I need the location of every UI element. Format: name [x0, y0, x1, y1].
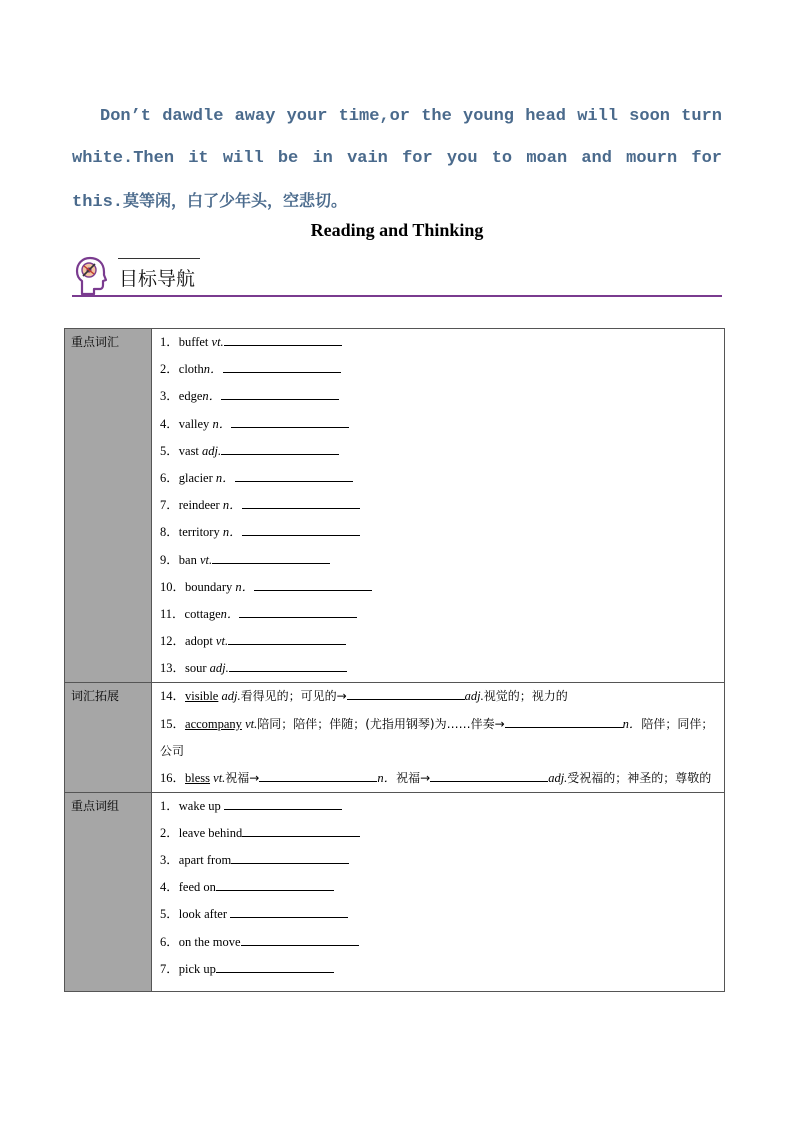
answer-blank[interactable]	[254, 579, 372, 591]
table-row	[65, 329, 725, 683]
item-word: valley	[178, 416, 210, 431]
table-row	[65, 792, 725, 991]
item-number: 7．	[160, 961, 179, 976]
item-number: 5．	[160, 443, 179, 458]
list-item	[160, 874, 716, 901]
header-top-rule	[118, 258, 200, 259]
item-number: 8．	[160, 525, 179, 540]
list-item	[160, 519, 716, 546]
item-meaning: 视觉的；视力的	[483, 689, 568, 704]
item-phrase: feed on	[178, 880, 216, 895]
item-pos: n．	[202, 389, 222, 404]
answer-blank[interactable]	[230, 906, 348, 918]
list-item	[160, 793, 716, 820]
item-meaning: 看得见的；可见的→	[240, 689, 347, 704]
list-item	[160, 765, 716, 792]
item-word: bless	[185, 770, 211, 785]
list-item	[160, 683, 716, 710]
item-number: 1．	[160, 798, 179, 813]
category-word-expansion: 词汇拓展	[65, 683, 152, 792]
item-pos: n．	[235, 579, 255, 594]
answer-blank[interactable]	[221, 443, 339, 455]
item-word: boundary	[185, 579, 233, 594]
answer-blank[interactable]	[221, 388, 339, 400]
item-meaning: 祝福→	[396, 770, 431, 785]
answer-blank[interactable]	[505, 716, 623, 728]
list-item	[160, 628, 716, 655]
item-pos: n．	[222, 525, 242, 540]
list-item	[160, 655, 716, 682]
item-phrase: apart from	[178, 853, 232, 867]
quote-chinese: 莫等闲，白了少年头，空悲切。	[123, 191, 348, 210]
answer-blank[interactable]	[239, 606, 357, 618]
table-row	[65, 683, 725, 792]
item-number: 4．	[160, 880, 179, 895]
item-word: adopt	[185, 634, 213, 649]
item-number: 2．	[160, 362, 179, 377]
answer-blank[interactable]	[223, 361, 341, 373]
item-meaning: 陪同；陪伴；伴随；(尤指用钢琴)为……伴奏→	[257, 716, 505, 731]
item-number: 11．	[160, 606, 185, 621]
section-label: 目标导航	[119, 268, 196, 290]
item-word: accompany	[185, 716, 242, 731]
item-number: 6．	[160, 934, 179, 949]
answer-blank[interactable]	[242, 497, 360, 509]
vocabulary-table	[64, 328, 725, 992]
answer-blank[interactable]	[430, 770, 548, 782]
item-number: 2．	[160, 825, 179, 840]
answer-blank[interactable]	[259, 770, 377, 782]
list-item	[160, 356, 716, 383]
item-pos: adj.	[548, 770, 568, 785]
head-gears-icon	[74, 256, 110, 296]
item-pos: n．	[377, 770, 397, 785]
list-item	[160, 411, 716, 438]
item-number: 14．	[160, 689, 186, 704]
item-pos: n．	[203, 362, 223, 377]
item-pos: adj.	[209, 661, 229, 676]
answer-blank[interactable]	[224, 798, 342, 810]
item-phrase: wake up	[178, 798, 221, 813]
item-word: visible	[185, 689, 219, 704]
answer-blank[interactable]	[229, 660, 347, 672]
item-number: 5．	[160, 907, 179, 922]
item-meaning: 陪伴；同伴；公司	[160, 716, 714, 758]
item-word: reindeer	[178, 498, 220, 513]
item-number: 7．	[160, 498, 179, 513]
answer-blank[interactable]	[241, 934, 359, 946]
list-item	[160, 574, 716, 601]
answer-blank[interactable]	[242, 524, 360, 536]
item-pos: n．	[222, 498, 242, 513]
answer-blank[interactable]	[347, 688, 465, 700]
answer-blank[interactable]	[242, 825, 360, 837]
item-number: 12．	[160, 634, 186, 649]
item-phrase: look after	[178, 907, 228, 922]
list-item	[160, 329, 716, 356]
item-pos: n．	[215, 470, 235, 485]
page-title: Reading and Thinking	[310, 220, 484, 240]
item-pos: n．	[220, 606, 240, 621]
item-word: ban	[178, 552, 197, 567]
item-word: edge	[178, 389, 203, 404]
item-word: territory	[178, 525, 220, 540]
section-header	[72, 252, 722, 298]
item-phrase: on the move	[178, 934, 241, 949]
item-number: 3．	[160, 389, 179, 404]
list-item	[160, 465, 716, 492]
category-key-phrases: 重点词组	[65, 792, 152, 991]
answer-blank[interactable]	[212, 552, 330, 564]
header-underline	[72, 295, 722, 297]
item-pos: adj.	[464, 689, 484, 704]
list-item	[160, 438, 716, 465]
item-number: 15．	[160, 716, 186, 731]
item-number: 3．	[160, 853, 179, 867]
list-item	[160, 601, 716, 628]
answer-blank[interactable]	[235, 470, 353, 482]
list-item	[160, 901, 716, 928]
item-pos: adj.	[221, 689, 241, 704]
item-number: 9．	[160, 552, 179, 567]
item-pos: vt.	[245, 716, 258, 731]
list-item	[160, 711, 716, 765]
item-meaning: 祝福→	[225, 770, 260, 785]
item-pos: adj.	[202, 443, 222, 458]
item-pos: vt.	[211, 335, 224, 349]
list-item	[160, 956, 716, 983]
vocab-cell	[152, 329, 725, 683]
item-word: glacier	[178, 470, 213, 485]
item-word: cloth	[178, 362, 204, 377]
item-number: 13．	[160, 661, 186, 676]
item-word: cottage	[184, 606, 221, 621]
item-number: 10．	[160, 579, 186, 594]
item-word: vast	[178, 443, 199, 458]
category-key-vocab: 重点词汇	[65, 329, 152, 683]
list-item	[160, 820, 716, 847]
item-phrase: pick up	[178, 961, 216, 976]
item-number: 1．	[160, 335, 179, 349]
item-pos: vt.	[215, 634, 229, 649]
item-phrase: leave behind	[178, 825, 243, 840]
item-number: 6．	[160, 470, 179, 485]
answer-blank[interactable]	[231, 416, 349, 428]
answer-blank[interactable]	[228, 633, 346, 645]
item-word: buffet	[178, 335, 209, 349]
expansion-cell	[152, 683, 725, 792]
quote-english: Don’t dawdle away your time,or the young head will soon turn white.Then it will be in vain for you to moan and mourn for this.	[72, 107, 722, 212]
item-number: 4．	[160, 416, 179, 431]
list-item	[160, 492, 716, 519]
item-pos: vt.	[199, 552, 213, 567]
answer-blank[interactable]	[224, 334, 342, 346]
list-item	[160, 847, 716, 874]
phrases-cell	[152, 792, 725, 991]
item-meaning: 受祝福的；神圣的；尊敬的	[567, 770, 712, 785]
list-item	[160, 383, 716, 410]
answer-blank[interactable]	[216, 961, 334, 973]
motto-quote	[72, 96, 722, 224]
list-item	[160, 929, 716, 956]
item-word: sour	[185, 661, 207, 676]
item-pos: n．	[622, 716, 642, 731]
list-item	[160, 547, 716, 574]
item-pos: n．	[212, 416, 232, 431]
item-number: 16．	[160, 770, 186, 785]
answer-blank[interactable]	[231, 852, 349, 864]
item-pos: vt.	[213, 770, 226, 785]
answer-blank[interactable]	[216, 879, 334, 891]
